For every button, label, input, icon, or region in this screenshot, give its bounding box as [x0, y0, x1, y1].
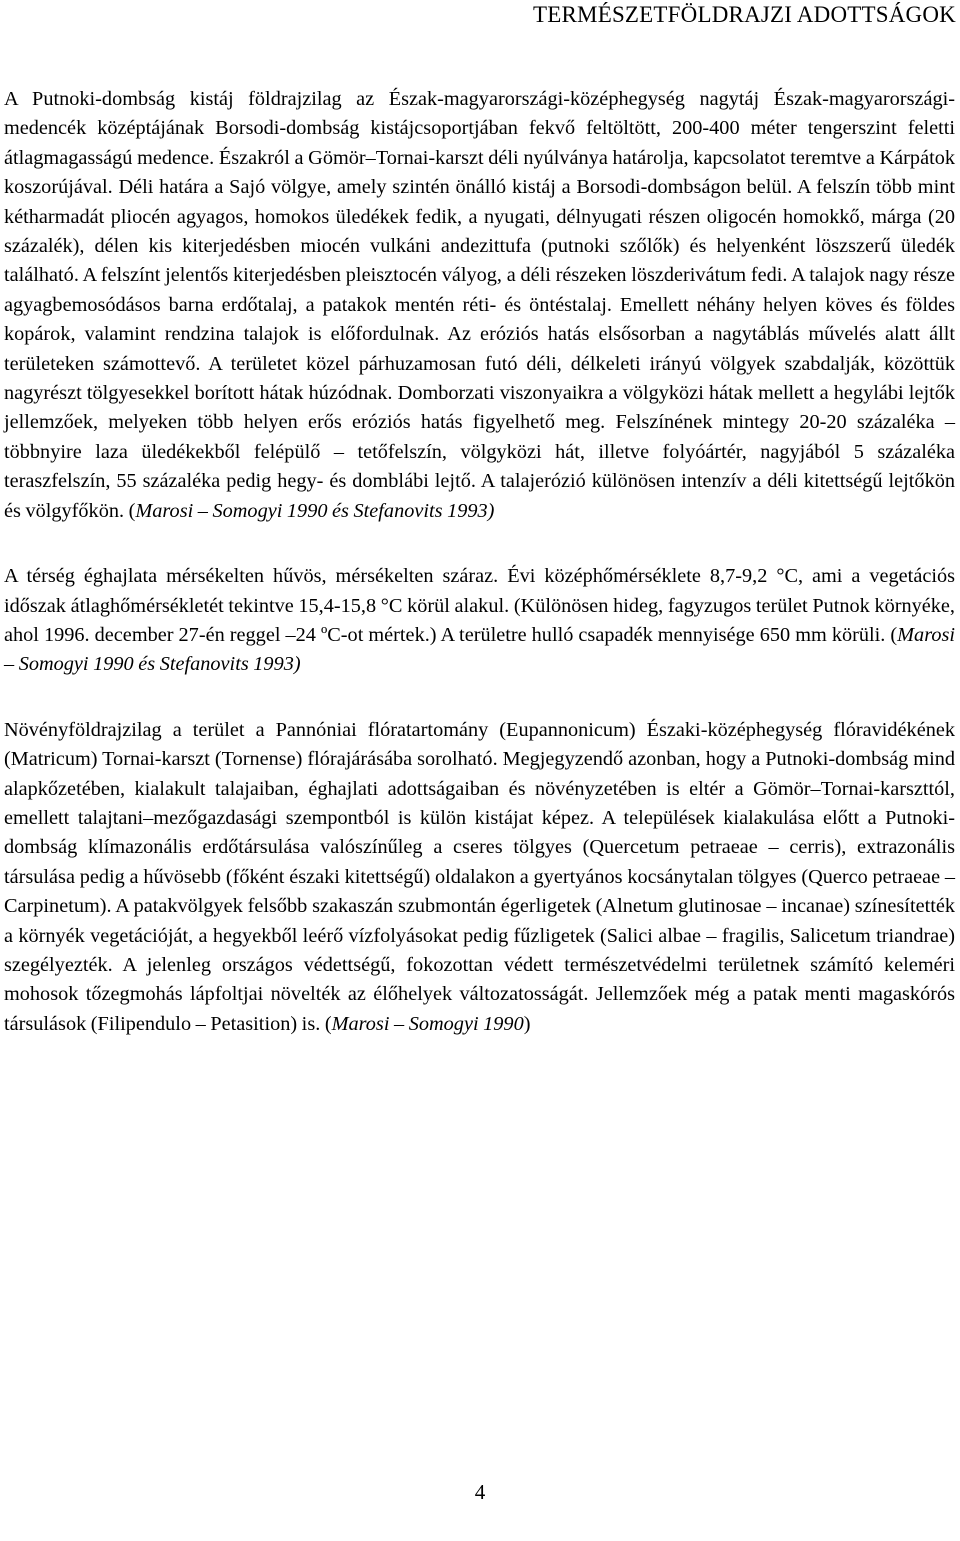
citation: Marosi – Somogyi 1990	[331, 1012, 524, 1035]
paragraph-vegetation	[4, 716, 955, 1039]
body-text	[4, 85, 955, 1039]
paragraph-text: A Putnoki-dombság kistáj földrajzilag az Észak-magyarországi-középhegység nagytáj Észak-magyarországi-medencék középtájának Borsodi-dombság kistájcsoportjában fekvő feltöltött, 200-400 méter tengerszint feletti átlagmagasságú medence. Északról a Gömör–Tornai-karszt déli nyúlványa határolja, kapcsolatot teremtve a Kárpátok koszorújával. Déli határa a Sajó völgye, amely szintén önálló kistáj a Borsodi-dombságon belül. A felszín több mint kétharmadát pliocén agyagos, homokos üledékek fedik, a nyugati, délnyugati részen oligocén homokkő, márga (20 százalék), délen kis kiterjedésben miocén vulkáni andezittufa (putnoki szőlők) és helyenként löszszerű üledék található. A felszínt jelentős kiterjedésben pleisztocén vályog, a déli részeken löszderivátum fedi. A talajok nagy része agyagbemosódásos barna erdőtalaj, a patakok mentén réti- és öntéstalaj. Emellett néhány helyen köves és földes kopárok, valamint rendzina talajok is előfordulnak. Az eróziós hatás elsősorban a nagytáblás művelés alatt állt területeken számottevő. A területet közel párhuzamosan futó déli, délkeleti irányú völgyek szabdalják, közöttük nagyrészt tölgyesekkel borított hátak húzódnak. Domborzati viszonyaikra a völgyközi hátak mellett a hegylábi lejtők jellemzőek, melyeken több helyen erős eróziós hatás figyelhető meg. Felszínének mintegy 20-20 százaléka – többnyire laza üledékekből felépülő – tetőfelszín, völgyközi hát, illetve folyóártér, nagyjából 5 százaléka teraszfelszín, 55 százaléka pedig hegy- és domblábi lejtő. A talajerózió különösen intenzív a déli kitettségű lejtőkön és völgyfőkön. (	[4, 88, 955, 522]
section-title: TERMÉSZETFÖLDRAJZI ADOTTSÁGOK	[533, 2, 956, 27]
citation: Marosi – Somogyi 1990 és Stefanovits 1993)	[135, 499, 495, 522]
paragraph-text: A térség éghajlata mérsékelten hűvös, mérsékelten száraz. Évi középhőmérséklete 8,7-9,2 °C, ami a vegetációs időszak átlaghőmérsékletét tekintve 15,4-15,8 °C körül alakul. (Különösen hideg, fagyzugos terület Putnok környéke, ahol 1996. december 27-én reggel –24 ºC-ot mértek.) A területre hulló csapadék mennyisége 650 mm körüli. (	[4, 565, 955, 646]
paragraph-text: Növényföldrajzilag a terület a Pannóniai flóratartomány (Eupannonicum) Északi-középhegység flóravidékének (Matricum) Tornai-karszt (Tornense) flórajárásába sorolható. Megjegyzendő azonban, hogy a Putnoki-dombság mind alapkőzetében, kialakult talajaiban, éghajlati adottságaiban és növényzetében is eltér a Gömör–Tornai-karszttól, emellett talajtani–mezőgazdasági szempontból is külön kistájat képez. A települések kialakulása előtt a Putnoki-dombság klímazonális erdőtársulása valószínűleg a cseres tölgyes (Quercetum petraeae – cerris), extrazonális társulása pedig a hűvösebb (főként északi kitettségű) oldalakon a gyertyános kocsánytalan tölgyes (Querco petraeae – Carpinetum). A patakvölgyek felsőbb szakaszán szubmontán égerligetek (Alnetum glutinosae – incanae) színesítették a környék vegetációját, a hegyekből leérő vízfolyásokat pedig fűzligetek (Salici albae – fragilis, Salicetum triandrae) szegélyezték. A jelenleg országos védettségű, fokozottan védett természetvédelmi területnek számító keleméri mohosok tőzegmohás lápfoltjai növelték az élőhelyek változatosságát. Jellemzőek még a patak menti magaskórós társulások (Filipendulo – Petasition) is. (	[4, 718, 955, 1035]
citation: Marosi – Somogyi 1990 és Stefanovits 1993)	[4, 623, 955, 676]
paragraph-tail: )	[523, 1012, 531, 1035]
paragraph-geomorphology	[4, 85, 955, 526]
page-number: 4	[474, 1480, 486, 1504]
paragraph-climate	[4, 562, 955, 680]
